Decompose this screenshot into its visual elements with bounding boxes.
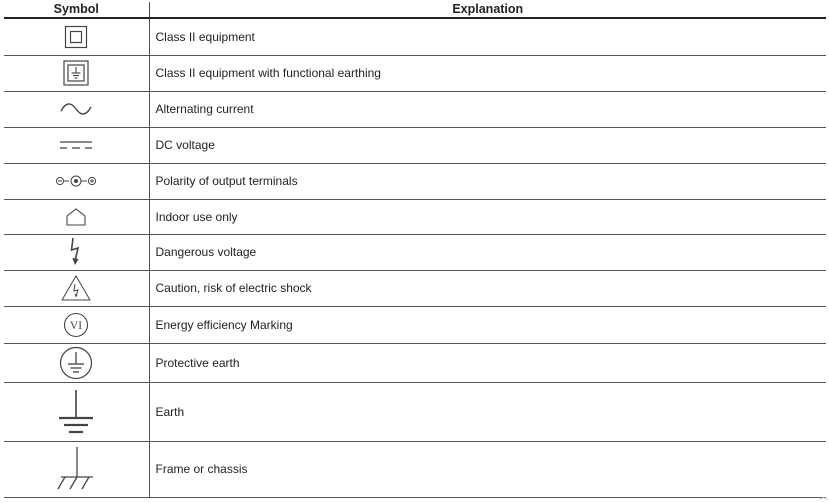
table-row <box>4 199 826 234</box>
electric-shock-warning-icon <box>60 274 92 302</box>
explanation-cell: DC voltage <box>149 127 826 163</box>
symbol-column-header: Symbol <box>4 2 149 18</box>
table-header-row <box>4 2 826 18</box>
class-ii-equipment-icon <box>64 25 88 49</box>
explanation-cell: Protective earth <box>149 343 826 382</box>
explanation-cell: Frame or chassis <box>149 441 826 497</box>
table-row <box>4 18 826 55</box>
table-row <box>4 441 826 497</box>
table-row <box>4 234 826 270</box>
symbol-cell <box>4 163 149 199</box>
energy-efficiency-label: VI <box>70 319 83 332</box>
symbol-cell <box>4 199 149 234</box>
table-row <box>4 127 826 163</box>
dc-voltage-icon <box>58 139 94 151</box>
symbols-table <box>4 2 826 498</box>
polarity-icon <box>55 175 97 187</box>
explanation-cell: Energy efficiency Marking <box>149 306 826 343</box>
energy-efficiency-icon <box>63 312 89 338</box>
explanation-column-header: Explanation <box>149 2 826 18</box>
symbol-cell <box>4 382 149 441</box>
protective-earth-icon <box>59 346 93 380</box>
table-row <box>4 306 826 343</box>
symbol-cell <box>4 306 149 343</box>
explanation-cell: Earth <box>149 382 826 441</box>
table-row <box>4 382 826 441</box>
explanation-cell: Alternating current <box>149 91 826 127</box>
indoor-use-icon <box>65 207 87 227</box>
table-row <box>4 91 826 127</box>
alternating-current-icon <box>59 101 93 117</box>
explanation-cell: Class II equipment <box>149 18 826 55</box>
symbol-cell <box>4 55 149 91</box>
table-row <box>4 343 826 382</box>
explanation-cell: Class II equipment with functional earthing <box>149 55 826 91</box>
table-row <box>4 270 826 306</box>
explanation-cell: Polarity of output terminals <box>149 163 826 199</box>
explanation-cell: Indoor use only <box>149 199 826 234</box>
symbol-cell <box>4 91 149 127</box>
table-row <box>4 163 826 199</box>
earth-icon <box>56 388 96 436</box>
frame-chassis-icon <box>55 445 97 493</box>
explanation-cell: Caution, risk of electric shock <box>149 270 826 306</box>
page-edge-mark <box>819 497 828 502</box>
symbol-cell <box>4 441 149 497</box>
symbol-cell <box>4 127 149 163</box>
class-ii-functional-earthing-icon <box>63 60 89 86</box>
symbol-cell <box>4 343 149 382</box>
table-row <box>4 55 826 91</box>
symbol-cell <box>4 18 149 55</box>
symbol-cell <box>4 234 149 270</box>
dangerous-voltage-icon <box>69 237 83 267</box>
symbol-cell <box>4 270 149 306</box>
explanation-cell: Dangerous voltage <box>149 234 826 270</box>
